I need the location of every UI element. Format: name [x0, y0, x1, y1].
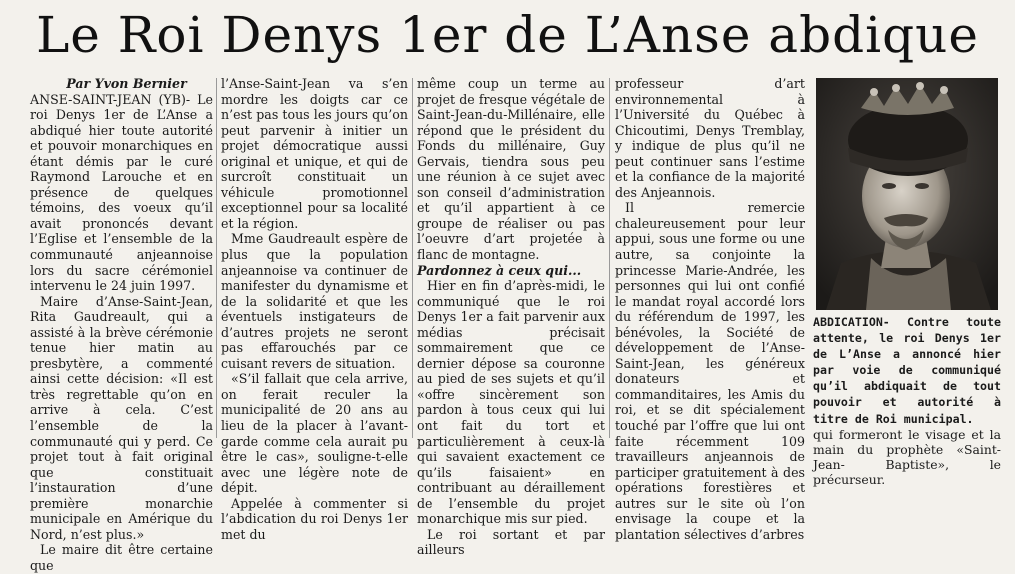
- article-column-3: [417, 76, 605, 558]
- article-column-4: [615, 76, 805, 542]
- paragraph: Le roi sortant et par ailleurs: [417, 526, 605, 558]
- article-column-1: [30, 76, 213, 574]
- column-divider: [216, 78, 217, 438]
- paragraph: Il remercie chaleureusement pour leur appui, sous une forme ou une autre, sa conjointe la princesse Marie-Andrée, les personnes qui lui ont confié le mandat royal accordé lors du référendum de 1997, les bénévoles, la Société de développement de l’Anse-Saint-Jean, les généreux donateurs et commanditaires, les Amis du roi, et se dit spécialement touché par l’offre que lui ont faite récemment 109 travailleurs anjeannois de participer gratuitement à des opérations forestières et autres sur le site où l’on envisage la coupe et la plantation sélectives d’arbres: [615, 200, 805, 542]
- paragraph: Mme Gaudreault espère de plus que la population anjeannoise va continuer de manifester du dynamisme et de la solidarité et que les éventuels instigateurs de d’autres projets ne seront pas effarouchés par ce cuisant revers de situation.: [221, 231, 408, 371]
- caption-continuation: qui formeront le visage et la main du prophète «Saint-Jean- Baptiste», le précurseur.: [813, 426, 1001, 487]
- column-divider: [412, 78, 413, 438]
- king-portrait-photo: [816, 78, 998, 310]
- paragraph: «S’il fallait que cela arrive, on ferait reculer la municipalité de 20 ans au lieu de la placer à l’avant-garde comme cela aurait pu être le cas», souligne-t-elle avec une légère note de dépit.: [221, 371, 408, 496]
- article-column-2: [221, 76, 408, 542]
- subheading: Pardonnez à ceux qui...: [417, 262, 582, 278]
- paragraph: Le maire dit être certaine que: [30, 542, 213, 573]
- paragraph: professeur d’art environnemental à l’Université du Québec à Chicoutimi, Denys Tremblay, y indique de plus qu’il ne peut continuer sans l’estime et la confiance de la majorité des Anjeannois.: [615, 76, 805, 200]
- paragraph: Hier en fin d’après-midi, le communiqué que le roi Denys 1er a fait parvenir aux médias précisait sommairement que ce dernier dépose sa couronne au pied de ses sujets et qu’il «offre sincèrement son pardon à tous ceux qui lui ont fait du tort et particulièrement à ceux-là qui savaient exactement ce qu’ils faisaient» en contribuant au déraillement de l’ensemble du projet monarchique mis sur pied.: [417, 278, 605, 527]
- byline: Par Yvon Bernier: [66, 76, 187, 91]
- paragraph: même coup un terme au projet de fresque végétale de Saint-Jean-du-Millénaire, elle répond que le président du Fonds du millénaire, Guy Gervais, tiendra sous peu une réunion à ce sujet avec son conseil d’administration et qu’il appartient à ce groupe de réaliser ou pas l’oeuvre d’art projetée à flanc de montagne.: [417, 76, 605, 263]
- paragraph: Maire d’Anse-Saint-Jean, Rita Gaudreault, qui a assisté à la brève cérémonie tenue hier matin au presbytère, a commenté ainsi cette décision: «Il est très regrettable qu’on en arrive à cela. C’est l’ensemble de la communauté qui y perd. Ce projet tout à fait original que constituait l’instauration d’une première monarchie municipale en Amérique du Nord, n’est plus.»: [30, 293, 213, 542]
- column-divider: [609, 78, 610, 438]
- paragraph: ANSE-SAINT-JEAN (YB)- Le roi Denys 1er de L’Anse a abdiqué hier toute autorité et pouvoir monarchiques en étant démis par le curé Raymond Larouche et en présence de quelques témoins, des voeux qu’il avait prononcés devant l’Eglise et l’ensemble de la communauté anjeannoise lors du sacre cérémoniel intervenu le 24 juin 1997.: [30, 91, 213, 294]
- caption-title: ABDICATION- Contre toute attente, le roi Denys 1er de L’Anse a annoncé hier par voie de communiqué qu’il abdiquait de tout pouvoir et autorité à titre de Roi municipal.: [813, 315, 1001, 426]
- photo-caption: [813, 314, 1001, 487]
- headline: Le Roi Denys 1er de L’Anse abdique: [36, 6, 979, 64]
- paragraph: l’Anse-Saint-Jean va s’en mordre les doigts car ce n’est pas tous les jours qu’on peut parvenir à initier un projet démocratique aussi original et unique, et qui de surcroît constituait un véhicule promotionnel exceptionnel pour sa localité et la région.: [221, 76, 408, 231]
- paragraph: Appelée à commenter si l’abdication du roi Denys 1er met du: [221, 495, 408, 542]
